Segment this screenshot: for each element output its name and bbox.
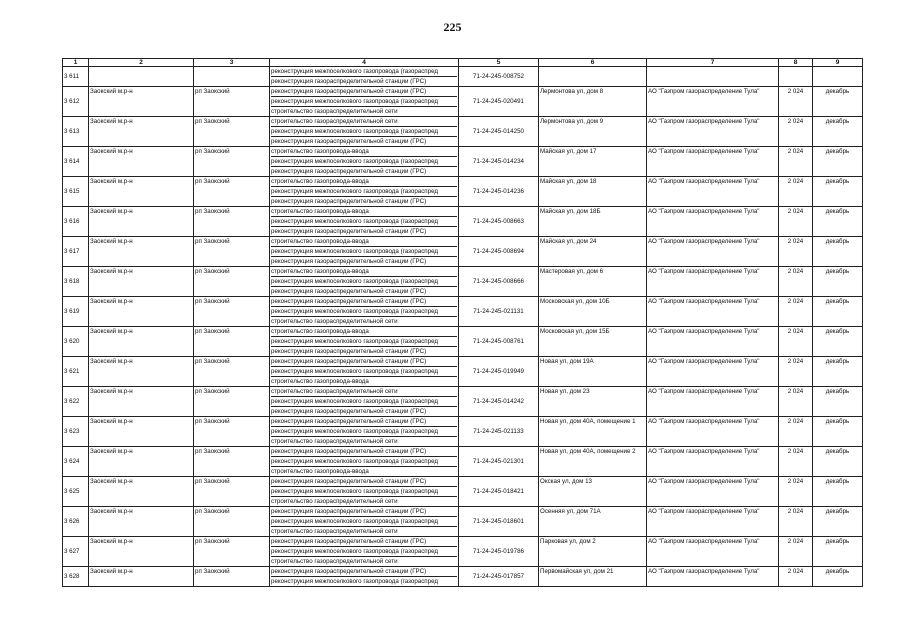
settlement-cell: рп Заокский: [194, 477, 270, 507]
settlement-cell: рп Заокский: [194, 237, 270, 267]
work-item: реконструкция межпоселкового газопровода (газораспред: [271, 217, 457, 227]
year-cell: 2 024: [779, 87, 813, 117]
work-item: реконструкция межпоселкового газопровода (газораспред: [271, 397, 457, 407]
work-item: строительство газопровода-ввода: [271, 468, 369, 475]
year-cell: 2 024: [779, 357, 813, 387]
work-item: строительство газораспределительной сети: [271, 498, 398, 505]
cadastral-number-cell: 71-24-245-008663: [459, 207, 539, 237]
works-cell: [270, 387, 459, 417]
work-item: реконструкция газораспределительной станции (ГРС): [271, 258, 427, 265]
work-item: реконструкция межпоселкового газопровода (газораспред: [271, 367, 457, 377]
settlement-cell: рп Заокский: [194, 297, 270, 327]
organization-cell: АО "Газпром газораспределение Тула": [647, 297, 779, 327]
settlement-cell: [194, 67, 270, 87]
row-number: 3 627: [63, 537, 89, 567]
work-item: реконструкция газораспределительной станции (ГРС): [271, 168, 427, 175]
address-cell: Майская ул, дом 18: [539, 177, 647, 207]
work-item: реконструкция газораспределительной станции (ГРС): [271, 537, 457, 547]
organization-cell: АО "Газпром газораспределение Тула": [647, 567, 779, 587]
work-item: строительство газораспределительной сети: [271, 117, 457, 127]
district-cell: Заокский м.р-н: [89, 447, 194, 477]
organization-cell: АО "Газпром газораспределение Тула": [647, 447, 779, 477]
cadastral-number-cell: 71-24-245-021131: [459, 297, 539, 327]
table-row: [63, 327, 863, 357]
district-cell: Заокский м.р-н: [89, 297, 194, 327]
col-number: 5: [459, 59, 539, 67]
work-item: реконструкция межпоселкового газопровода (газораспред: [271, 277, 457, 287]
cadastral-number-cell: 71-24-245-008752: [459, 67, 539, 87]
work-item: реконструкция газораспределительной станции (ГРС): [271, 408, 427, 415]
month-cell: декабрь: [813, 177, 863, 207]
address-cell: Парковая ул, дом 2: [539, 537, 647, 567]
settlement-cell: рп Заокский: [194, 327, 270, 357]
table-row: [63, 537, 863, 567]
work-item: реконструкция межпоселкового газопровода (газораспред: [271, 67, 457, 77]
organization-cell: АО "Газпром газораспределение Тула": [647, 477, 779, 507]
table-row: [63, 477, 863, 507]
district-cell: Заокский м.р-н: [89, 417, 194, 447]
cadastral-number-cell: 71-24-245-018601: [459, 507, 539, 537]
row-number: 3 620: [63, 327, 89, 357]
cadastral-number-cell: 71-24-245-014242: [459, 387, 539, 417]
work-item: строительство газораспределительной сети: [271, 528, 398, 535]
address-cell: Мастеровая ул, дом 6: [539, 267, 647, 297]
cadastral-number-cell: 71-24-245-008761: [459, 327, 539, 357]
organization-cell: АО "Газпром газораспределение Тула": [647, 177, 779, 207]
cadastral-number-cell: 71-24-245-021133: [459, 417, 539, 447]
column-number-row: [63, 59, 863, 67]
address-cell: Первомайская ул, дом 21: [539, 567, 647, 587]
cadastral-number-cell: 71-24-245-014234: [459, 147, 539, 177]
address-cell: Майская ул, дом 18Б: [539, 207, 647, 237]
settlement-cell: рп Заокский: [194, 567, 270, 587]
work-item: реконструкция газораспределительной станции (ГРС): [271, 288, 427, 295]
settlement-cell: рп Заокский: [194, 267, 270, 297]
address-cell: Новая ул, дом 40А, помещение 1: [539, 417, 647, 447]
month-cell: декабрь: [813, 417, 863, 447]
organization-cell: [647, 67, 779, 87]
district-cell: Заокский м.р-н: [89, 567, 194, 587]
month-cell: декабрь: [813, 237, 863, 267]
col-number: 7: [647, 59, 779, 67]
year-cell: [779, 67, 813, 87]
table-row: [63, 417, 863, 447]
settlement-cell: рп Заокский: [194, 147, 270, 177]
row-number: 3 617: [63, 237, 89, 267]
year-cell: 2 024: [779, 417, 813, 447]
organization-cell: АО "Газпром газораспределение Тула": [647, 117, 779, 147]
organization-cell: АО "Газпром газораспределение Тула": [647, 147, 779, 177]
work-item: реконструкция газораспределительной станции (ГРС): [271, 417, 457, 427]
work-item: реконструкция газораспределительной станции (ГРС): [271, 357, 457, 367]
cadastral-number-cell: 71-24-245-020491: [459, 87, 539, 117]
district-cell: Заокский м.р-н: [89, 507, 194, 537]
district-cell: Заокский м.р-н: [89, 327, 194, 357]
works-cell: [270, 357, 459, 387]
work-item: строительство газопровода-ввода: [271, 267, 457, 277]
month-cell: декабрь: [813, 117, 863, 147]
work-item: строительство газораспределительной сети: [271, 558, 398, 565]
works-cell: [270, 327, 459, 357]
work-item: реконструкция газораспределительной станции (ГРС): [271, 447, 457, 457]
work-item: реконструкция газораспределительной станции (ГРС): [271, 567, 457, 577]
cadastral-number-cell: 71-24-245-018421: [459, 477, 539, 507]
month-cell: декабрь: [813, 567, 863, 587]
year-cell: 2 024: [779, 477, 813, 507]
work-item: реконструкция межпоселкового газопровода (газораспред: [271, 157, 457, 167]
row-number: 3 614: [63, 147, 89, 177]
year-cell: 2 024: [779, 567, 813, 587]
address-cell: Московская ул, дом 15Б: [539, 327, 647, 357]
work-item: реконструкция межпоселкового газопровода (газораспред: [271, 307, 457, 317]
work-item: строительство газораспределительной сети: [271, 387, 457, 397]
work-item: реконструкция межпоселкового газопровода (газораспред: [271, 578, 439, 585]
row-number: 3 626: [63, 507, 89, 537]
organization-cell: АО "Газпром газораспределение Тула": [647, 537, 779, 567]
settlement-cell: рп Заокский: [194, 387, 270, 417]
works-cell: [270, 147, 459, 177]
settlement-cell: рп Заокский: [194, 417, 270, 447]
works-cell: [270, 507, 459, 537]
table-row: [63, 147, 863, 177]
cadastral-number-cell: 71-24-245-019786: [459, 537, 539, 567]
month-cell: декабрь: [813, 327, 863, 357]
year-cell: 2 024: [779, 117, 813, 147]
table-row: [63, 507, 863, 537]
year-cell: 2 024: [779, 447, 813, 477]
row-number: 3 628: [63, 567, 89, 587]
year-cell: 2 024: [779, 147, 813, 177]
work-item: реконструкция газораспределительной станции (ГРС): [271, 138, 427, 145]
work-item: реконструкция межпоселкового газопровода (газораспред: [271, 247, 457, 257]
work-item: реконструкция газораспределительной станции (ГРС): [271, 78, 427, 85]
table-row: [63, 387, 863, 417]
settlement-cell: рп Заокский: [194, 447, 270, 477]
row-number: 3 616: [63, 207, 89, 237]
table-row: [63, 117, 863, 147]
district-cell: Заокский м.р-н: [89, 207, 194, 237]
year-cell: 2 024: [779, 507, 813, 537]
row-number: 3 611: [63, 67, 89, 87]
settlement-cell: рп Заокский: [194, 177, 270, 207]
cadastral-number-cell: 71-24-245-014250: [459, 117, 539, 147]
row-number: 3 622: [63, 387, 89, 417]
work-item: реконструкция газораспределительной станции (ГРС): [271, 87, 457, 97]
col-number: 8: [779, 59, 813, 67]
work-item: реконструкция межпоселкового газопровода (газораспред: [271, 127, 457, 137]
work-item: реконструкция газораспределительной станции (ГРС): [271, 507, 457, 517]
district-cell: Заокский м.р-н: [89, 357, 194, 387]
organization-cell: АО "Газпром газораспределение Тула": [647, 327, 779, 357]
data-table: [62, 58, 863, 587]
district-cell: Заокский м.р-н: [89, 177, 194, 207]
settlement-cell: рп Заокский: [194, 507, 270, 537]
row-number: 3 615: [63, 177, 89, 207]
district-cell: Заокский м.р-н: [89, 477, 194, 507]
cadastral-number-cell: 71-24-245-017857: [459, 567, 539, 587]
year-cell: 2 024: [779, 327, 813, 357]
table-row: [63, 87, 863, 117]
work-item: реконструкция межпоселкового газопровода (газораспред: [271, 487, 457, 497]
work-item: реконструкция газораспределительной станции (ГРС): [271, 228, 427, 235]
month-cell: декабрь: [813, 267, 863, 297]
address-cell: Лермонтова ул, дом 8: [539, 87, 647, 117]
work-item: реконструкция газораспределительной станции (ГРС): [271, 348, 427, 355]
settlement-cell: рп Заокский: [194, 117, 270, 147]
col-number: 2: [89, 59, 194, 67]
organization-cell: АО "Газпром газораспределение Тула": [647, 357, 779, 387]
month-cell: декабрь: [813, 357, 863, 387]
district-cell: Заокский м.р-н: [89, 117, 194, 147]
row-number: 3 618: [63, 267, 89, 297]
work-item: строительство газопровода-ввода: [271, 237, 457, 247]
works-cell: [270, 567, 459, 587]
month-cell: декабрь: [813, 147, 863, 177]
works-cell: [270, 297, 459, 327]
settlement-cell: рп Заокский: [194, 207, 270, 237]
table-row: [63, 267, 863, 297]
organization-cell: АО "Газпром газораспределение Тула": [647, 87, 779, 117]
work-item: строительство газораспределительной сети: [271, 108, 398, 115]
year-cell: 2 024: [779, 297, 813, 327]
work-item: строительство газопровода-ввода: [271, 327, 457, 337]
settlement-cell: рп Заокский: [194, 357, 270, 387]
table-row: [63, 207, 863, 237]
col-number: 3: [194, 59, 270, 67]
works-cell: [270, 177, 459, 207]
works-cell: [270, 417, 459, 447]
row-number: 3 623: [63, 417, 89, 447]
district-cell: Заокский м.р-н: [89, 267, 194, 297]
table-row: [63, 237, 863, 267]
work-item: строительство газопровода-ввода: [271, 378, 369, 385]
work-item: реконструкция газораспределительной станции (ГРС): [271, 297, 457, 307]
organization-cell: АО "Газпром газораспределение Тула": [647, 387, 779, 417]
row-number: 3 612: [63, 87, 89, 117]
year-cell: 2 024: [779, 237, 813, 267]
year-cell: 2 024: [779, 267, 813, 297]
cadastral-number-cell: 71-24-245-021301: [459, 447, 539, 477]
col-number: 1: [63, 59, 89, 67]
address-cell: Московская ул, дом 10Б: [539, 297, 647, 327]
address-cell: Лермонтова ул, дом 9: [539, 117, 647, 147]
address-cell: Новая ул, дом 19А: [539, 357, 647, 387]
organization-cell: АО "Газпром газораспределение Тула": [647, 207, 779, 237]
col-number: 6: [539, 59, 647, 67]
district-cell: Заокский м.р-н: [89, 147, 194, 177]
month-cell: декабрь: [813, 297, 863, 327]
district-cell: Заокский м.р-н: [89, 237, 194, 267]
cadastral-number-cell: 71-24-245-008666: [459, 267, 539, 297]
table-row: [63, 357, 863, 387]
works-cell: [270, 87, 459, 117]
address-cell: Майская ул, дом 24: [539, 237, 647, 267]
col-number: 4: [270, 59, 459, 67]
address-cell: Окская ул, дом 13: [539, 477, 647, 507]
year-cell: 2 024: [779, 207, 813, 237]
district-cell: Заокский м.р-н: [89, 387, 194, 417]
year-cell: 2 024: [779, 177, 813, 207]
row-number: 3 625: [63, 477, 89, 507]
table-row: [63, 447, 863, 477]
month-cell: декабрь: [813, 447, 863, 477]
month-cell: декабрь: [813, 507, 863, 537]
work-item: реконструкция межпоселкового газопровода (газораспред: [271, 427, 457, 437]
district-cell: [89, 67, 194, 87]
work-item: строительство газопровода-ввода: [271, 207, 457, 217]
settlement-cell: рп Заокский: [194, 87, 270, 117]
year-cell: 2 024: [779, 537, 813, 567]
table-row: [63, 567, 863, 587]
works-cell: [270, 207, 459, 237]
row-number: 3 621: [63, 357, 89, 387]
work-item: реконструкция межпоселкового газопровода (газораспред: [271, 97, 457, 107]
month-cell: декабрь: [813, 537, 863, 567]
address-cell: [539, 67, 647, 87]
works-cell: [270, 267, 459, 297]
work-item: реконструкция межпоселкового газопровода (газораспред: [271, 337, 457, 347]
address-cell: Майская ул, дом 17: [539, 147, 647, 177]
works-cell: [270, 447, 459, 477]
month-cell: декабрь: [813, 87, 863, 117]
district-cell: Заокский м.р-н: [89, 537, 194, 567]
table-row: [63, 297, 863, 327]
organization-cell: АО "Газпром газораспределение Тула": [647, 417, 779, 447]
year-cell: 2 024: [779, 387, 813, 417]
work-item: реконструкция газораспределительной станции (ГРС): [271, 477, 457, 487]
work-item: строительство газопровода-ввода: [271, 177, 457, 187]
settlement-cell: рп Заокский: [194, 537, 270, 567]
work-item: реконструкция газораспределительной станции (ГРС): [271, 198, 427, 205]
work-item: реконструкция межпоселкового газопровода (газораспред: [271, 517, 457, 527]
page-number: 225: [443, 20, 462, 34]
row-number: 3 613: [63, 117, 89, 147]
month-cell: декабрь: [813, 387, 863, 417]
work-item: строительство газораспределительной сети: [271, 318, 398, 325]
work-item: реконструкция межпоселкового газопровода (газораспред: [271, 547, 457, 557]
table-row: [63, 67, 863, 87]
works-cell: [270, 117, 459, 147]
works-cell: [270, 537, 459, 567]
work-item: реконструкция межпоселкового газопровода (газораспред: [271, 457, 457, 467]
work-item: реконструкция межпоселкового газопровода (газораспред: [271, 187, 457, 197]
works-cell: [270, 237, 459, 267]
work-item: строительство газораспределительной сети: [271, 438, 398, 445]
row-number: 3 619: [63, 297, 89, 327]
cadastral-number-cell: 71-24-245-014236: [459, 177, 539, 207]
district-cell: Заокский м.р-н: [89, 87, 194, 117]
organization-cell: АО "Газпром газораспределение Тула": [647, 237, 779, 267]
cadastral-number-cell: 71-24-245-019949: [459, 357, 539, 387]
address-cell: Осенняя ул, дом 71А: [539, 507, 647, 537]
month-cell: декабрь: [813, 477, 863, 507]
address-cell: Новая ул, дом 40А, помещение 2: [539, 447, 647, 477]
work-item: строительство газопровода-ввода: [271, 147, 457, 157]
cadastral-number-cell: 71-24-245-008694: [459, 237, 539, 267]
table-body: [63, 67, 863, 587]
col-number: 9: [813, 59, 863, 67]
organization-cell: АО "Газпром газораспределение Тула": [647, 267, 779, 297]
month-cell: [813, 67, 863, 87]
address-cell: Новая ул, дом 23: [539, 387, 647, 417]
table-row: [63, 177, 863, 207]
works-cell: [270, 477, 459, 507]
organization-cell: АО "Газпром газораспределение Тула": [647, 507, 779, 537]
row-number: 3 624: [63, 447, 89, 477]
month-cell: декабрь: [813, 207, 863, 237]
works-cell: [270, 67, 459, 87]
